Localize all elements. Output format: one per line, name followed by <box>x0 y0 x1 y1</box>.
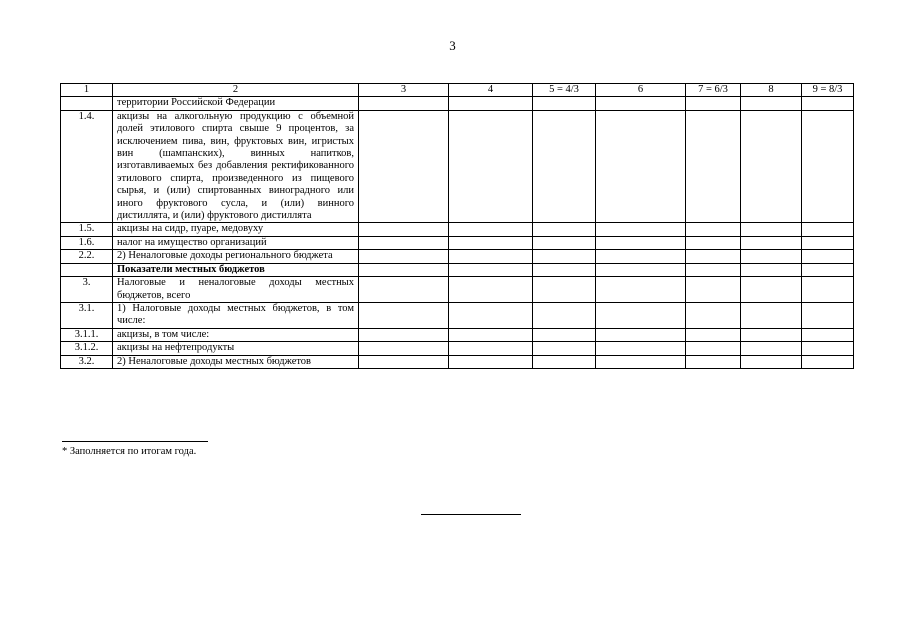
table-row <box>61 236 854 249</box>
value-cell <box>449 328 533 341</box>
value-cell <box>449 277 533 303</box>
value-cell <box>741 97 802 110</box>
column-header: 2 <box>113 84 359 97</box>
value-cell <box>449 355 533 368</box>
value-cell <box>359 250 449 263</box>
table-row <box>61 302 854 328</box>
row-indicator-name: акцизы на нефтепродукты <box>113 342 359 355</box>
value-cell <box>802 263 854 276</box>
value-cell <box>359 302 449 328</box>
column-header: 4 <box>449 84 533 97</box>
value-cell <box>596 110 686 223</box>
value-cell <box>533 97 596 110</box>
row-number: 2.2. <box>61 250 113 263</box>
footnote-divider <box>62 441 208 442</box>
value-cell <box>596 263 686 276</box>
value-cell <box>533 250 596 263</box>
row-indicator-name: 2) Неналоговые доходы регионального бюджета <box>113 250 359 263</box>
value-cell <box>741 236 802 249</box>
row-indicator-name: налог на имущество организаций <box>113 236 359 249</box>
row-indicator-name: акцизы на алкогольную продукцию с объемной долей этилового спирта свыше 9 процентов, за исключением пива, вин, фруктовых вин, игристых вин (шампанских), винных напитков, изготавливаемых без добавления ректификованного этилового спирта, произведенного из пищевого сырья, и (или) спиртованных виноградного или иного фруктового сусла, и (или) винного дистиллята, и (или) фруктового дистиллята <box>113 110 359 223</box>
value-cell <box>802 277 854 303</box>
row-number: 3.2. <box>61 355 113 368</box>
value-cell <box>596 97 686 110</box>
row-number: 3.1. <box>61 302 113 328</box>
value-cell <box>686 355 741 368</box>
column-header: 1 <box>61 84 113 97</box>
value-cell <box>686 236 741 249</box>
table-header-row <box>61 84 854 97</box>
row-number <box>61 263 113 276</box>
value-cell <box>741 342 802 355</box>
value-cell <box>741 355 802 368</box>
value-cell <box>359 236 449 249</box>
column-header: 8 <box>741 84 802 97</box>
value-cell <box>596 355 686 368</box>
row-number <box>61 97 113 110</box>
value-cell <box>686 263 741 276</box>
value-cell <box>802 328 854 341</box>
column-header: 5 = 4/3 <box>533 84 596 97</box>
row-indicator-name: территории Российской Федерации <box>113 97 359 110</box>
value-cell <box>533 355 596 368</box>
row-number: 1.5. <box>61 223 113 236</box>
value-cell <box>449 97 533 110</box>
value-cell <box>802 342 854 355</box>
value-cell <box>449 223 533 236</box>
value-cell <box>686 223 741 236</box>
page-number: 3 <box>449 38 456 53</box>
value-cell <box>596 302 686 328</box>
value-cell <box>741 263 802 276</box>
row-number: 1.6. <box>61 236 113 249</box>
value-cell <box>802 250 854 263</box>
table-row <box>61 250 854 263</box>
table-row <box>61 97 854 110</box>
row-indicator-name: акцизы на сидр, пуаре, медовуху <box>113 223 359 236</box>
column-header: 3 <box>359 84 449 97</box>
row-indicator-name: акцизы, в том числе: <box>113 328 359 341</box>
value-cell <box>686 328 741 341</box>
row-indicator-name: 2) Неналоговые доходы местных бюджетов <box>113 355 359 368</box>
value-cell <box>449 250 533 263</box>
value-cell <box>741 110 802 223</box>
value-cell <box>802 110 854 223</box>
value-cell <box>533 236 596 249</box>
value-cell <box>596 223 686 236</box>
end-of-document-line <box>421 514 521 515</box>
value-cell <box>533 328 596 341</box>
value-cell <box>359 223 449 236</box>
value-cell <box>533 223 596 236</box>
value-cell <box>741 328 802 341</box>
value-cell <box>359 355 449 368</box>
column-header: 7 = 6/3 <box>686 84 741 97</box>
value-cell <box>686 342 741 355</box>
table-row <box>61 263 854 276</box>
value-cell <box>359 342 449 355</box>
row-indicator-name: 1) Налоговые доходы местных бюджетов, в том числе: <box>113 302 359 328</box>
value-cell <box>596 236 686 249</box>
value-cell <box>596 342 686 355</box>
row-number: 3.1.1. <box>61 328 113 341</box>
value-cell <box>533 110 596 223</box>
value-cell <box>686 302 741 328</box>
value-cell <box>359 97 449 110</box>
table-row <box>61 223 854 236</box>
value-cell <box>359 277 449 303</box>
value-cell <box>741 223 802 236</box>
value-cell <box>533 342 596 355</box>
value-cell <box>449 302 533 328</box>
value-cell <box>802 302 854 328</box>
value-cell <box>533 302 596 328</box>
row-number: 3.1.2. <box>61 342 113 355</box>
value-cell <box>802 223 854 236</box>
value-cell <box>449 263 533 276</box>
value-cell <box>596 328 686 341</box>
value-cell <box>359 110 449 223</box>
row-number: 1.4. <box>61 110 113 223</box>
column-header: 9 = 8/3 <box>802 84 854 97</box>
table-row <box>61 277 854 303</box>
value-cell <box>533 263 596 276</box>
value-cell <box>741 302 802 328</box>
value-cell <box>686 250 741 263</box>
value-cell <box>741 250 802 263</box>
table-row <box>61 328 854 341</box>
value-cell <box>596 250 686 263</box>
value-cell <box>449 342 533 355</box>
revenue-table <box>60 83 854 369</box>
row-indicator-name: Показатели местных бюджетов <box>113 263 359 276</box>
row-indicator-name: Налоговые и неналоговые доходы местных бюджетов, всего <box>113 277 359 303</box>
value-cell <box>533 277 596 303</box>
column-header: 6 <box>596 84 686 97</box>
row-number: 3. <box>61 277 113 303</box>
value-cell <box>596 277 686 303</box>
value-cell <box>802 236 854 249</box>
value-cell <box>802 97 854 110</box>
value-cell <box>449 236 533 249</box>
table-row <box>61 110 854 223</box>
value-cell <box>741 277 802 303</box>
value-cell <box>686 277 741 303</box>
value-cell <box>449 110 533 223</box>
value-cell <box>359 263 449 276</box>
footnote: * Заполняется по итогам года. <box>62 446 197 457</box>
value-cell <box>802 355 854 368</box>
table-row <box>61 342 854 355</box>
table-row <box>61 355 854 368</box>
value-cell <box>686 97 741 110</box>
value-cell <box>359 328 449 341</box>
value-cell <box>686 110 741 223</box>
